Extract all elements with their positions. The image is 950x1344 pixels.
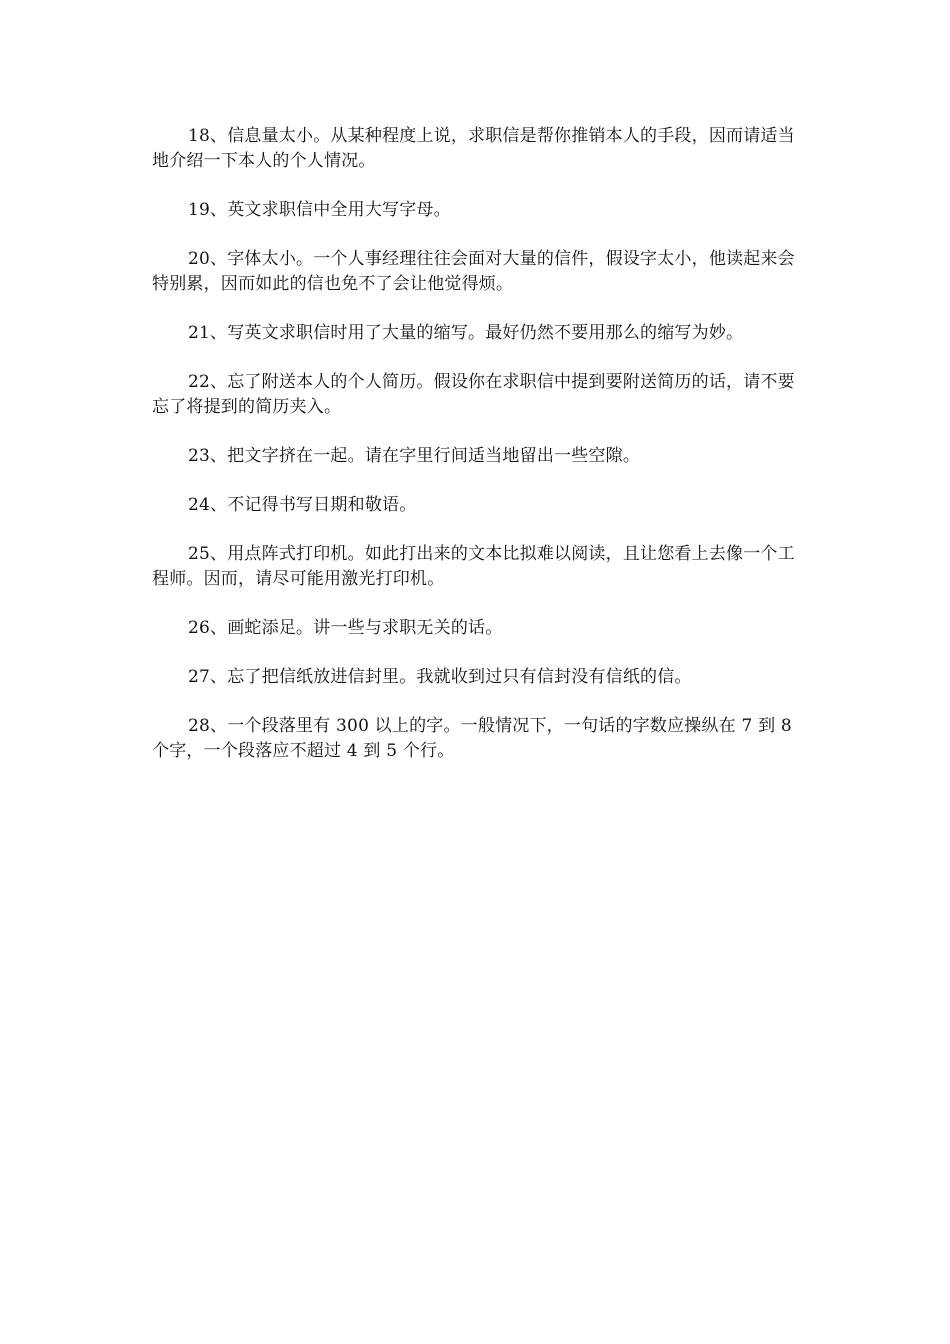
paragraph-22: 22、忘了附送本人的个人简历。假设你在求职信中提到要附送简历的话，请不要忘了将提到的简历夹入。 <box>152 372 795 417</box>
paragraph-19: 19、英文求职信中全用大写字母。 <box>188 200 451 220</box>
paragraph-27: 27、忘了把信纸放进信封里。我就收到过只有信封没有信纸的信。 <box>188 667 692 687</box>
paragraph-25: 25、用点阵式打印机。如此打出来的文本比拟难以阅读，且让您看上去像一个工程师。因而，请尽可能用激光打印机。 <box>152 544 795 589</box>
paragraph-24: 24、不记得书写日期和敬语。 <box>188 495 417 515</box>
document-body <box>152 124 802 788</box>
paragraph-23: 23、把文字挤在一起。请在字里行间适当地留出一些空隙。 <box>188 446 641 466</box>
paragraph-18: 18、信息量太小。从某种程度上说，求职信是帮你推销本人的手段，因而请适当地介绍一下本人的个人情况。 <box>152 126 795 171</box>
paragraph-21: 21、写英文求职信时用了大量的缩写。最好仍然不要用那么的缩写为妙。 <box>188 323 744 343</box>
paragraph-26: 26、画蛇添足。讲一些与求职无关的话。 <box>188 618 503 638</box>
paragraph-28: 28、一个段落里有 300 以上的字。一般情况下，一句话的字数应操纵在 7 到 8 个字，一个段落应不超过 4 到 5 个行。 <box>152 716 792 761</box>
paragraph-20: 20、字体太小。一个人事经理往往会面对大量的信件，假设字太小，他读起来会特别累，因而如此的信也免不了会让他觉得烦。 <box>152 249 795 294</box>
